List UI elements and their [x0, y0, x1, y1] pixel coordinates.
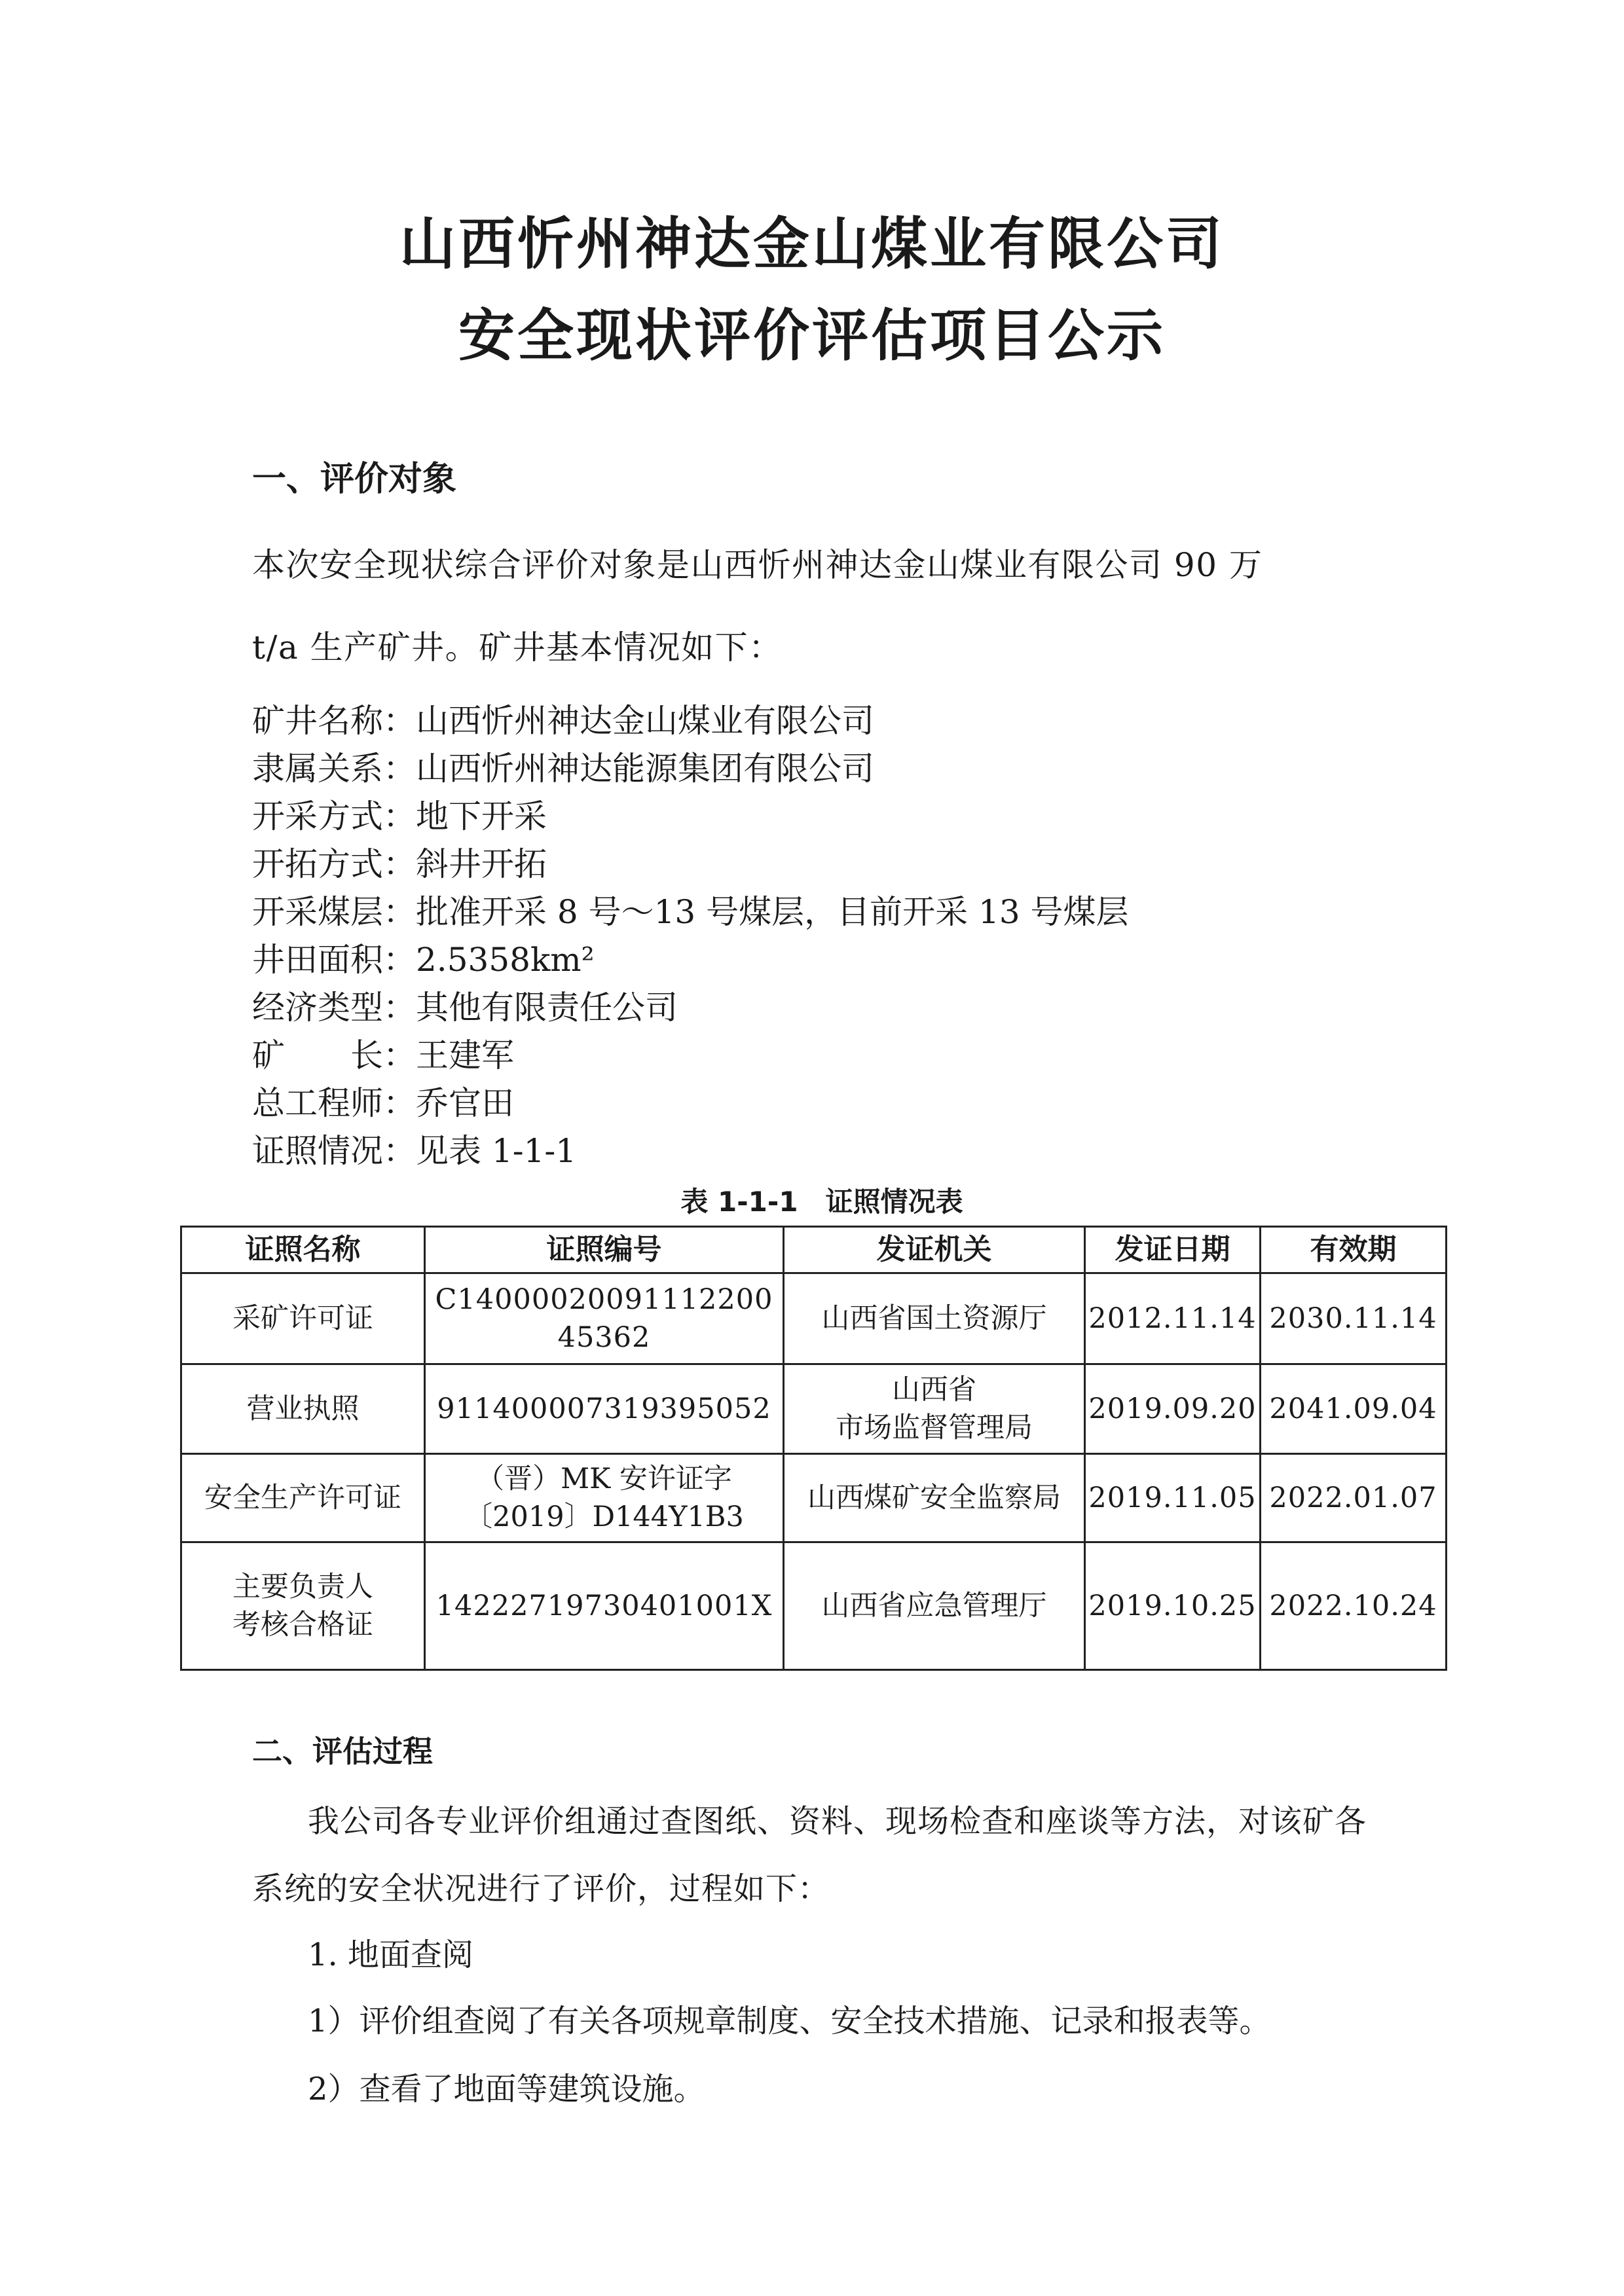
info-value: 山西忻州神达能源集团有限公司: [416, 750, 874, 788]
info-label: 经济类型：: [252, 989, 416, 1027]
table-cell: 安全生产许可证: [181, 1454, 425, 1542]
table-cell: 14222719730401001X: [425, 1542, 784, 1670]
info-value: 2.5358km²: [416, 941, 595, 979]
info-label: 证照情况：: [252, 1132, 416, 1170]
section2-paragraph-line1: 我公司各专业评价组通过查图纸、资料、现场检查和座谈等方法，对该矿各: [308, 1803, 1367, 1840]
table-cell: 2019.10.25: [1085, 1542, 1261, 1670]
info-row-development-method: [252, 841, 1129, 888]
table-cell: 2019.09.20: [1085, 1364, 1261, 1454]
table-header-cell: 发证日期: [1085, 1227, 1261, 1273]
table-caption: 表 1-1-1 证照情况表: [680, 1186, 963, 1218]
info-label: 矿 长：: [252, 1036, 416, 1074]
info-value: 批准开采 8 号～13 号煤层，目前开采 13 号煤层: [416, 893, 1129, 931]
info-label: 井田面积：: [252, 941, 416, 979]
table-cell: 营业执照: [181, 1364, 425, 1454]
table-header-cell: 发证机关: [784, 1227, 1085, 1273]
table-header-cell: 证照编号: [425, 1227, 784, 1273]
table-cell: 2019.11.05: [1085, 1454, 1261, 1542]
info-label: 开采煤层：: [252, 893, 416, 931]
info-row-affiliation: [252, 745, 1129, 793]
document-title-line2: 安全现状评价评估项目公示: [458, 303, 1166, 369]
info-label: 矿井名称：: [252, 702, 416, 740]
table-cell: 山西煤矿安全监察局: [784, 1454, 1085, 1542]
table-cell: 2030.11.14: [1261, 1273, 1447, 1364]
info-value: 其他有限责任公司: [416, 989, 678, 1027]
info-value: 地下开采: [416, 797, 547, 835]
table-cell: 采矿许可证: [181, 1273, 425, 1364]
table-cell: C1400002009111220045362: [425, 1273, 784, 1364]
section2-subitem-1: 1）评价组查阅了有关各项规章制度、安全技术措施、记录和报表等。: [308, 2003, 1271, 2039]
section1-paragraph-line1: 本次安全现状综合评价对象是山西忻州神达金山煤业有限公司 90 万: [252, 546, 1263, 584]
table-header-cell: 证照名称: [181, 1227, 425, 1273]
table-cell: 主要负责人 考核合格证: [181, 1542, 425, 1670]
table-cell: 山西省国土资源厅: [784, 1273, 1085, 1364]
info-value: 见表 1-1-1: [416, 1132, 577, 1170]
table-cell: 911400007319395052: [425, 1364, 784, 1454]
section2-paragraph-line2: 系统的安全状况进行了评价，过程如下：: [252, 1870, 830, 1907]
table-cell: 2041.09.04: [1261, 1364, 1447, 1454]
table-cell: （晋）MK 安许证字 〔2019〕D144Y1B3: [425, 1454, 784, 1542]
info-value: 乔官田: [416, 1084, 514, 1122]
info-row-coal-seams: [252, 888, 1129, 936]
document-title-line1: 山西忻州神达金山煤业有限公司: [399, 211, 1225, 277]
section2-heading: 二、评估过程: [252, 1734, 433, 1769]
info-row-chief-engineer: [252, 1080, 1129, 1127]
table-header-row: [181, 1227, 1447, 1273]
info-row-licenses: [252, 1127, 1129, 1175]
info-label: 总工程师：: [252, 1084, 416, 1122]
table-header-cell: 有效期: [1261, 1227, 1447, 1273]
info-value: 山西忻州神达金山煤业有限公司: [416, 702, 874, 740]
info-label: 开采方式：: [252, 797, 416, 835]
table-row: [181, 1273, 1447, 1364]
license-table: [180, 1226, 1447, 1671]
table-cell: 2012.11.14: [1085, 1273, 1261, 1364]
info-row-field-area: [252, 936, 1129, 984]
info-label: 开拓方式：: [252, 845, 416, 883]
table-cell: 山西省应急管理厅: [784, 1542, 1085, 1670]
table-cell: 2022.01.07: [1261, 1454, 1447, 1542]
table-cell: 山西省 市场监督管理局: [784, 1364, 1085, 1454]
info-value: 王建军: [416, 1036, 514, 1074]
info-label: 隶属关系：: [252, 750, 416, 788]
section2-item-ground-review: 1. 地面查阅: [308, 1937, 474, 1973]
table-cell: 2022.10.24: [1261, 1542, 1447, 1670]
table-row: [181, 1454, 1447, 1542]
info-row-economic-type: [252, 984, 1129, 1032]
mine-info-list: [252, 697, 1129, 1175]
section2-subitem-2: 2）查看了地面等建筑设施。: [308, 2071, 705, 2107]
info-value: 斜井开拓: [416, 845, 547, 883]
info-row-mine-manager: [252, 1032, 1129, 1080]
section1-paragraph-line2: t/a 生产矿井。矿井基本情况如下：: [252, 629, 783, 666]
info-row-mining-method: [252, 793, 1129, 841]
section1-heading: 一、评价对象: [252, 460, 457, 499]
table-row: [181, 1542, 1447, 1670]
info-row-mine-name: [252, 697, 1129, 745]
table-row: [181, 1364, 1447, 1454]
